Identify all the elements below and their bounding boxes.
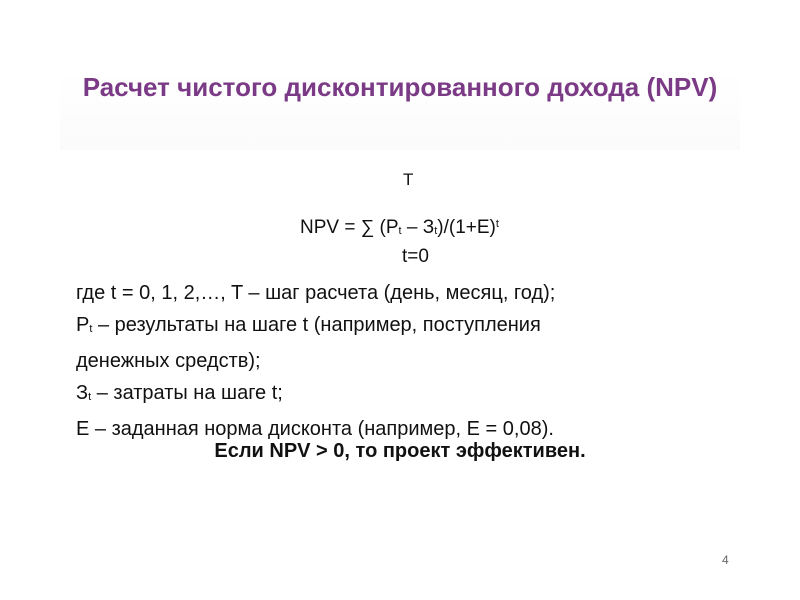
definition-line: E – заданная норма дисконта (например, E = 0,08). (76, 418, 554, 440)
formula-prefix: NPV = ∑ (P (300, 217, 399, 238)
symbol-p-subscript: t (89, 323, 93, 335)
symbol-z-subscript: t (88, 391, 92, 403)
formula-middle: – З (401, 217, 435, 238)
symbol-z: З (76, 382, 89, 404)
formula-subscript-z: t (434, 225, 438, 237)
definition-line: денежных средств); (76, 350, 261, 372)
page-number: 4 (722, 553, 729, 567)
symbol-p: P (76, 314, 90, 336)
slide-title: Расчет чистого дисконтированного дохода (NPV) (82, 72, 718, 102)
sum-upper-limit: T (403, 170, 414, 189)
conclusion-text: Если NPV > 0, то проект эффективен. (214, 440, 586, 462)
npv-formula (300, 211, 499, 244)
definition-line (76, 377, 736, 413)
definition-text: – результаты на шаге t (например, поступления (92, 314, 541, 336)
definition-text: – затраты на шаге t; (91, 382, 283, 404)
definitions-block (76, 277, 736, 445)
sum-lower-limit: t=0 (402, 246, 429, 267)
formula-suffix: )/(1+E) (437, 217, 496, 238)
definition-line: где t = 0, 1, 2,…, T – шаг расчета (день, месяц, год); (76, 282, 556, 304)
formula-power: t (495, 218, 499, 230)
formula-subscript-p: t (398, 225, 402, 237)
definition-line (76, 309, 736, 345)
